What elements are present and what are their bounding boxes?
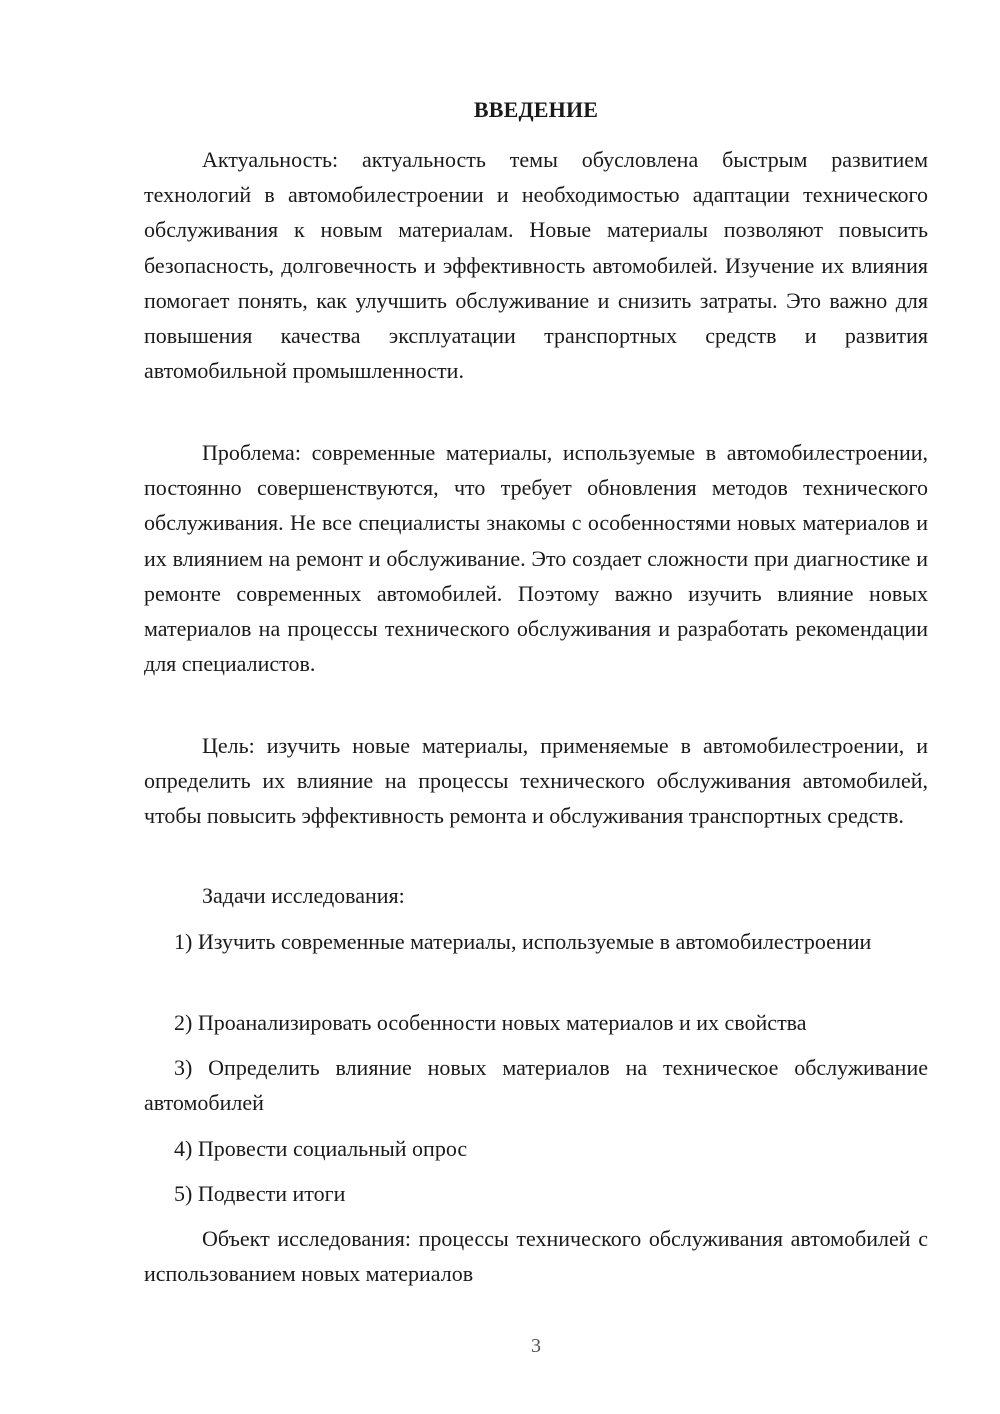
task-item-2: 2) Проанализировать особенности новых материалов и их свойства xyxy=(174,1010,807,1035)
page-number: 3 xyxy=(531,1335,541,1357)
task-item-5: 5) Подвести итоги xyxy=(174,1181,346,1206)
document-page xyxy=(144,0,928,1414)
paragraph-object: Объект исследования: процессы технического обслуживания автомобилей с использованием новых материалов xyxy=(144,1226,928,1287)
section-title: ВВЕДЕНИЕ xyxy=(473,97,599,122)
task-item-4: 4) Провести социальный опрос xyxy=(174,1136,468,1161)
paragraph-goal: Цель: изучить новые материалы, применяемые в автомобилестроении, и определить их влияние на процессы технического обслуживания автомобилей, чтобы повысить эффективность ремонта и обслуживания транспортных средств. xyxy=(144,733,928,829)
task-item-3: 3) Определить влияние новых материалов на техническое обслуживание автомобилей xyxy=(144,1055,928,1116)
paragraph-problem: Проблема: современные материалы, используемые в автомобилестроении, постоянно совершенствуются, что требует обновления методов технического обслуживания. Не все специалисты знакомы с особенностями новых материалов и их влиянием на ремонт и обслуживание. Это создает сложности при диагностике и ремонте современных автомобилей. Поэтому важно изучить влияние новых материалов на процессы технического обслуживания и разработать рекомендации для специалистов. xyxy=(144,440,928,677)
task-item-1: 1) Изучить современные материалы, используемые в автомобилестроении xyxy=(174,929,872,954)
tasks-heading: Задачи исследования: xyxy=(202,883,405,908)
paragraph-relevance: Актуальность: актуальность темы обусловлена быстрым развитием технологий в автомобилестроении и необходимостью адаптации технического обслуживания к новым материалам. Новые материалы позволяют повысить безопасность, долговечность и эффективность автомобилей. Изучение их влияния помогает понять, как улучшить обслуживание и снизить затраты. Это важно для повышения качества эксплуатации транспортных средств и развития автомобильной промышленности. xyxy=(144,147,928,384)
